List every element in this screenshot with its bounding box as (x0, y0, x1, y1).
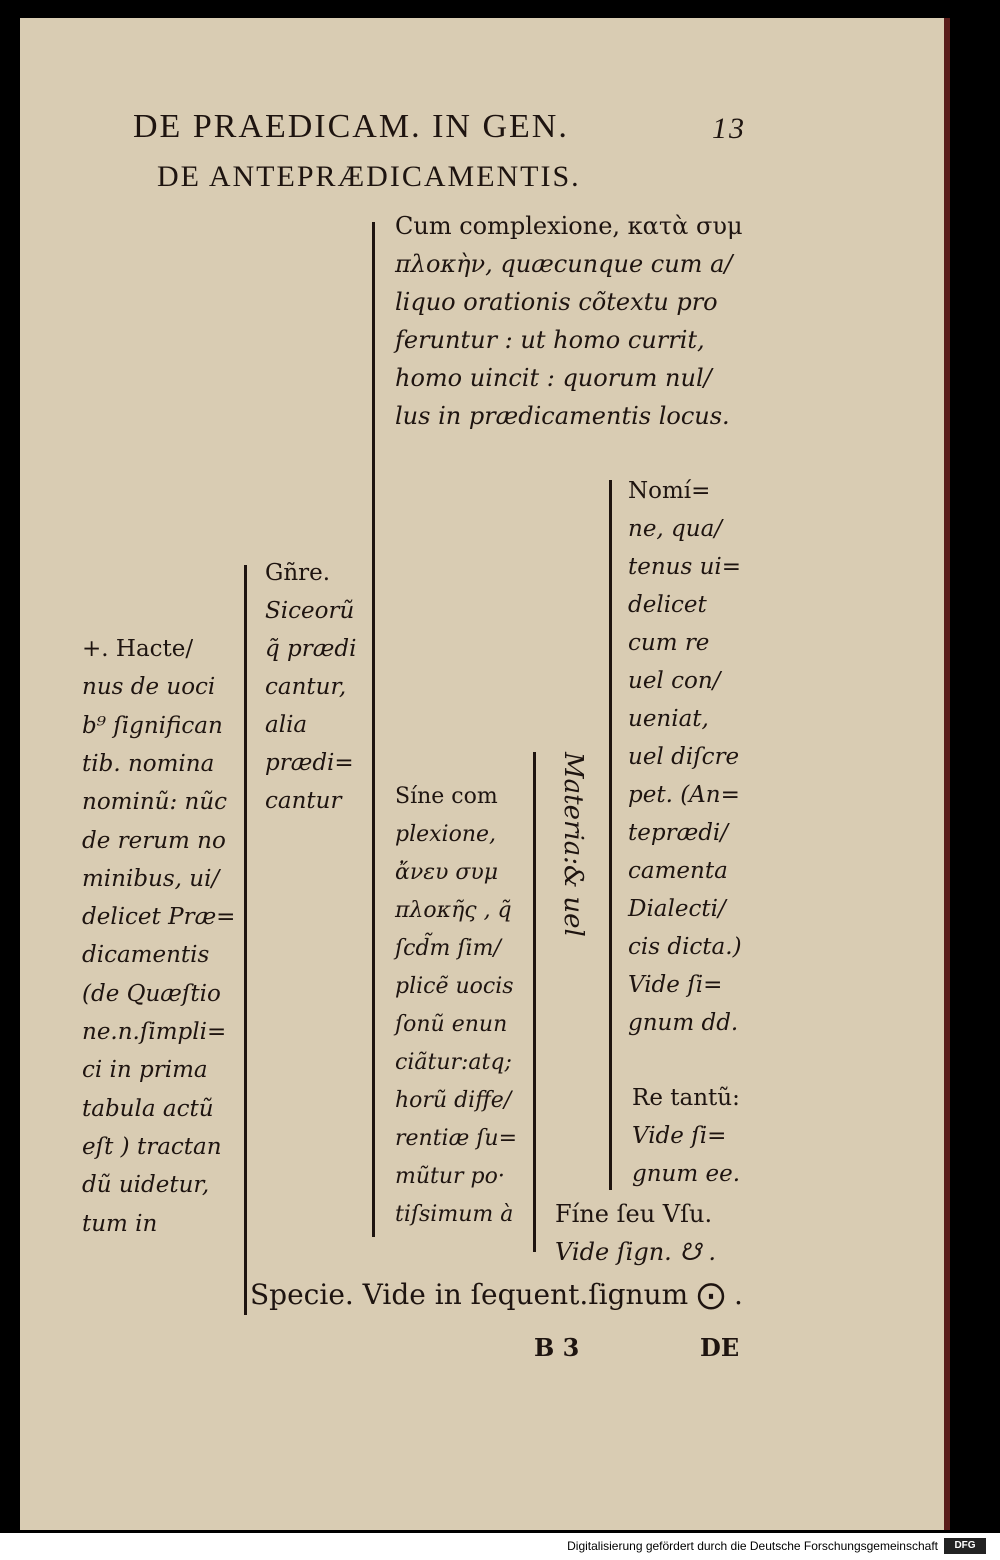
re-tantum-line: Re tantũ: (632, 1085, 740, 1111)
nomine-column-line: tenus ui= (628, 554, 742, 580)
specie-line: Specie. Vide in ſequent.ſignum ⨀ . (250, 1278, 743, 1311)
sine-complexione-line: plicẽ uocis (395, 974, 514, 999)
left-column-line: nominũ: nũc (82, 789, 228, 816)
cum-complexione-line: πλοκὴν, quæcunque cum a/ (395, 250, 733, 278)
left-column-line: delicet Præ= (82, 904, 236, 931)
sine-complexione-line: rentiæ ſu= (395, 1126, 517, 1151)
dfg-logo: DFG (944, 1538, 986, 1554)
nomine-column-line: Vide ſi= (628, 972, 723, 998)
sine-complexione-line: mũtur po· (395, 1164, 505, 1189)
left-column-line: b⁹ ſignifican (82, 712, 223, 739)
nomine-column-line: cum re (628, 630, 710, 656)
sine-complexione-line: tiſsimum à (395, 1202, 514, 1227)
left-column-line: dicamentis (82, 942, 210, 969)
running-title: DE PRAEDICAM. IN GEN. (133, 108, 569, 145)
nomine-column-line: cis dicta.) (628, 934, 742, 960)
nomine-column-line: delicet (628, 592, 707, 618)
genere-column-line: alia (265, 712, 308, 738)
cum-complexione-line: feruntur : ut homo currit, (395, 326, 705, 354)
genere-column-line: prædi= (265, 750, 354, 776)
nomine-column-line: ueniat, (628, 706, 709, 732)
nomine-column-line: pet. (An= (628, 782, 740, 808)
sine-complexione-line: horũ diffe/ (395, 1088, 512, 1113)
brace-nomine (609, 480, 612, 1190)
left-column-line: dũ uidetur, (82, 1172, 210, 1199)
cum-complexione-line: liquo orationis cõtextu pro (395, 288, 718, 316)
nomine-column-line: Dialecti/ (628, 896, 726, 922)
nomine-column-line: uel diſcre (628, 744, 740, 770)
nomine-column-line: camenta (628, 858, 728, 884)
sine-complexione-line: plexione, (395, 822, 497, 847)
left-column-line: (de Quæſtio (82, 980, 221, 1007)
sine-complexione-line: ſonũ enun (395, 1012, 508, 1037)
catchword: DE (700, 1333, 740, 1362)
re-tantum-line: gnum ee. (632, 1161, 741, 1187)
cum-complexione-line: Cum complexione, κατὰ συμ (395, 212, 743, 240)
brace-sine (533, 752, 536, 1252)
left-column-line: ne.n.ſimpli= (82, 1019, 227, 1045)
nomine-column-line: uel con/ (628, 668, 721, 694)
genere-column-line: q̃ prædi (265, 636, 357, 662)
nomine-column-line: Nomí= (628, 478, 711, 504)
digitization-footer (0, 1533, 1000, 1560)
materia-label: Materia:& uel (558, 752, 588, 937)
left-column-line: tib. nomina (82, 750, 215, 777)
fine-usu-line: Vide ſign. ☋ . (555, 1238, 716, 1266)
nomine-column-line: ne, qua/ (628, 516, 723, 542)
left-column-line: de rerum no (82, 827, 226, 854)
genere-column-line: cantur, (265, 674, 347, 700)
left-column-line: minibus, ui/ (82, 865, 220, 892)
genere-column-line: Siceorũ (265, 598, 355, 624)
sine-complexione-line: πλοκῆς , q̃ (395, 898, 512, 923)
sine-complexione-line: ἄνευ συμ (395, 860, 499, 885)
sine-complexione-line: ciãtur:atq; (395, 1050, 512, 1075)
left-column-line: +. Hacte/ (82, 636, 194, 662)
brace-left-main (244, 565, 247, 1315)
left-column-line: eſt ) tractan (82, 1133, 222, 1160)
brace-complexione (372, 222, 375, 1237)
genere-column-line: cantur (265, 788, 342, 814)
page-number: 13 (712, 112, 746, 145)
sine-complexione-line: ſcd̃m ſim/ (395, 936, 501, 961)
nomine-column-line: teprædi/ (628, 820, 729, 846)
re-tantum-line: Vide ſi= (632, 1123, 727, 1149)
genere-column-line: Gñre. (265, 560, 331, 586)
left-column-line: tum in (82, 1210, 158, 1237)
left-column-line: tabula actũ (82, 1095, 214, 1122)
cum-complexione-line: homo uincit : quorum nul/ (395, 364, 712, 392)
fine-usu-line: Fíne ſeu Vſu. (555, 1200, 713, 1228)
left-column-line: ci in prima (82, 1057, 208, 1084)
nomine-column-line: gnum dd. (628, 1010, 739, 1036)
section-title: DE ANTEPRÆDICAMENTIS. (157, 160, 581, 193)
sine-complexione-line: Síne com (395, 784, 498, 809)
signature-mark: B 3 (534, 1333, 580, 1362)
cum-complexione-line: lus in prædicamentis locus. (395, 402, 730, 430)
footer-credit: Digitalisierung gefördert durch die Deutsche Forschungsgemeinschaft (567, 1539, 938, 1553)
left-column-line: nus de uoci (82, 674, 216, 701)
